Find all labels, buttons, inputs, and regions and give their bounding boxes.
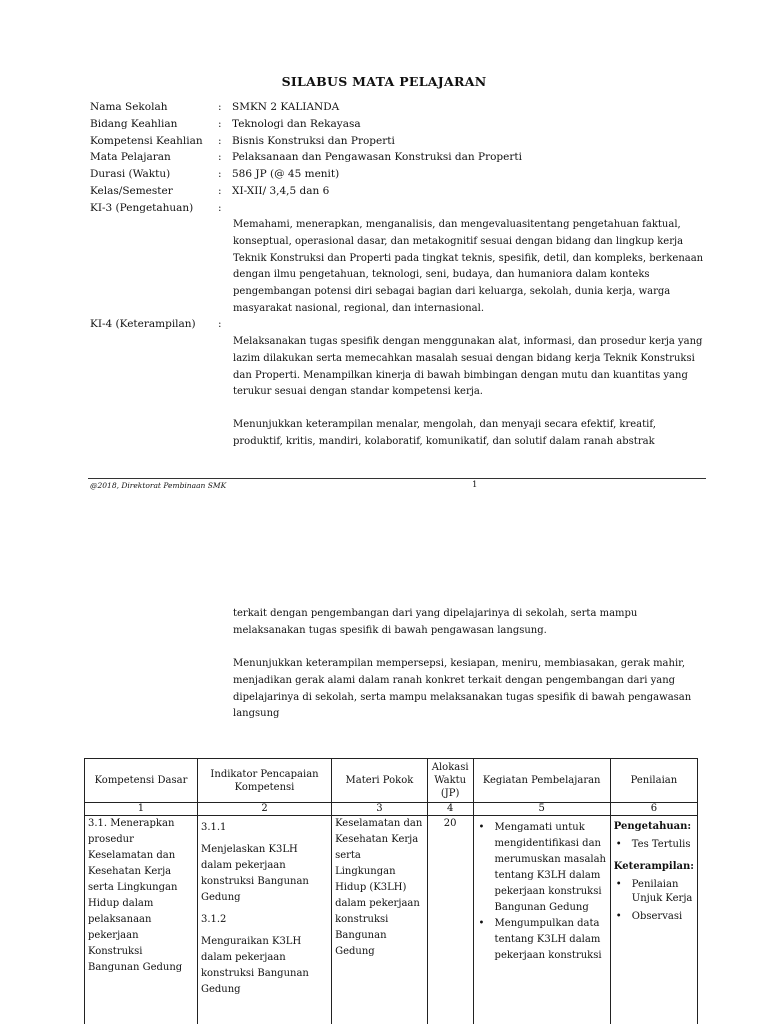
- keterampilan-label: Keterampilan:: [613, 861, 694, 872]
- info-value: Pelaksanaan dan Pengawasan Konstruksi dan Properti: [232, 151, 522, 164]
- info-label: Durasi (Waktu): [90, 168, 171, 181]
- ki4-paragraph-1: Melaksanakan tugas spesifik dengan menggunakan alat, informasi, dan prosedur kerja yang lazim dilakukan serta memecahkan masalah sesuai dengan bidang kerja Teknik Konstruksi dan Properti. Menampilkan kinerja di bawah bimbingan dengan mutu dan kuantitas yang terukur sesuai dengan standar kompetensi kerja.: [233, 336, 703, 398]
- materi-cell: Keselamatan dan Kesehatan Kerja serta Lingkungan Hidup (K3LH) dalam pekerjaan konstruksi Bangunan Gedung: [332, 816, 428, 1024]
- info-label: Kompetensi Keahlian: [90, 134, 203, 147]
- info-row-class: [90, 183, 522, 200]
- table-number-row: [85, 803, 698, 816]
- header-kompetensi-dasar: Kompetensi Dasar: [85, 759, 198, 803]
- footer-divider: [88, 478, 706, 479]
- info-value: XI-XII/ 3,4,5 dan 6: [232, 184, 330, 197]
- kegiatan-list: [477, 820, 607, 964]
- column-number: 4: [427, 803, 473, 816]
- header-kegiatan: Kegiatan Pembelajaran: [473, 759, 610, 803]
- column-number: 2: [197, 803, 331, 816]
- penilaian-cell: [610, 816, 697, 1024]
- column-number: 5: [473, 803, 610, 816]
- info-colon: :: [218, 201, 222, 214]
- ipk-text: Menjelaskan K3LH dalam pekerjaan konstruksi Bangunan Gedung: [200, 844, 309, 903]
- list-item: • Penilaian Unjuk Kerja: [614, 878, 694, 906]
- list-item: • Observasi: [614, 910, 694, 924]
- pengetahuan-list: [614, 838, 694, 852]
- info-row-duration: [90, 166, 522, 183]
- info-label: Bidang Keahlian: [90, 117, 178, 130]
- table-row: [85, 816, 698, 1024]
- alokasi-cell: 20: [427, 816, 473, 1024]
- list-item: • Mengumpulkan data tentang K3LH dalam pekerjaan konstruksi: [477, 916, 607, 964]
- info-row-field: [90, 116, 522, 133]
- header-alokasi-waktu: Alokasi Waktu (JP): [427, 759, 473, 803]
- info-value: Bisnis Konstruksi dan Properti: [232, 134, 395, 147]
- info-colon: :: [218, 101, 222, 113]
- info-value: SMKN 2 KALIANDA: [232, 101, 340, 113]
- info-label: Kelas/Semester: [90, 184, 173, 197]
- ipk-code: 3.1.2: [200, 914, 227, 925]
- footer-copyright: @2018, Direktorat Pembinaan SMK: [90, 481, 227, 490]
- column-number: 1: [85, 803, 198, 816]
- header-penilaian: Penilaian: [610, 759, 697, 803]
- ki4-label: KI-4 (Keterampilan): [90, 318, 196, 330]
- info-label: KI-3 (Pengetahuan): [90, 201, 194, 214]
- syllabus-table: [84, 758, 698, 1024]
- ipk-code: 3.1.1: [200, 822, 227, 833]
- info-row-school: [90, 99, 522, 116]
- info-row-subject: [90, 149, 522, 166]
- info-value: 586 JP (@ 45 menit): [232, 168, 340, 181]
- header-indikator: Indikator Pencapaian Kompetensi: [197, 759, 331, 803]
- page2-paragraph-2: Menunjukkan keterampilan mempersepsi, kesiapan, meniru, membiasakan, gerak mahir, menjadikan gerak alami dalam ranah konkret terkait dengan pengembangan dari yang dipelajarinya di sekolah, serta mampu melaksanakan tugas spesifik di bawah pengawasan langsung: [233, 658, 692, 720]
- list-item: • Mengamati untuk mengidentifikasi dan merumuskan masalah tentang K3LH dalam pekerjaan konstruksi Bangunan Gedung: [477, 820, 607, 916]
- column-number: 6: [610, 803, 697, 816]
- ipk-text: Menguraikan K3LH dalam pekerjaan konstruksi Bangunan Gedung: [200, 936, 309, 995]
- info-label: Nama Sekolah: [90, 101, 168, 113]
- column-number: 3: [332, 803, 428, 816]
- kegiatan-cell: [473, 816, 610, 1024]
- ki4-colon: :: [218, 318, 222, 330]
- info-row-ki3: [90, 200, 522, 217]
- header-materi-pokok: Materi Pokok: [332, 759, 428, 803]
- info-colon: :: [218, 184, 222, 197]
- pengetahuan-label: Pengetahuan:: [613, 821, 692, 832]
- keterampilan-list: [614, 878, 694, 924]
- info-colon: :: [218, 117, 222, 130]
- info-colon: :: [218, 151, 222, 164]
- ki4-paragraph-2: Menunjukkan keterampilan menalar, mengolah, dan menyaji secara efektif, kreatif, produktif, kritis, mandiri, kolaboratif, komunikatif, dan solutif dalam ranah abstrak: [233, 419, 656, 447]
- info-colon: :: [218, 134, 222, 147]
- info-colon: :: [218, 168, 222, 181]
- info-value: Teknologi dan Rekayasa: [232, 117, 361, 130]
- kd-cell: 3.1. Menerapkan prosedur Keselamatan dan Kesehatan Kerja serta Lingkungan Hidup dalam pelaksanaan pekerjaan Konstruksi Bangunan Gedung: [85, 816, 198, 1024]
- footer-page-number: 1: [472, 480, 478, 490]
- list-item: • Tes Tertulis: [614, 838, 694, 852]
- page2-paragraph-1: terkait dengan pengembangan dari yang dipelajarinya di sekolah, serta mampu melaksanakan tugas spesifik di bawah pengawasan langsung.: [233, 608, 638, 636]
- info-block: [90, 99, 522, 217]
- table-header-row: [85, 759, 698, 803]
- ki3-paragraph: Memahami, menerapkan, menganalisis, dan mengevaluasitentang pengetahuan faktual, konseptual, operasional dasar, dan metakognitif sesuai dengan bidang dan lingkup kerja Teknik Konstruksi dan Properti pada tingkat teknis, spesifik, detil, dan kompleks, berkenaan dengan ilmu pengetahuan, teknologi, seni, budaya, dan humaniora dalam konteks pengembangan potensi diri sebagai bagian dari keluarga, sekolah, dunia kerja, warga masyarakat nasional, regional, dan internasional.: [233, 219, 704, 314]
- page-title: SILABUS MATA PELAJARAN: [281, 74, 487, 89]
- info-label: Mata Pelajaran: [90, 151, 171, 164]
- ipk-cell: [197, 816, 331, 1024]
- info-row-competency: [90, 133, 522, 150]
